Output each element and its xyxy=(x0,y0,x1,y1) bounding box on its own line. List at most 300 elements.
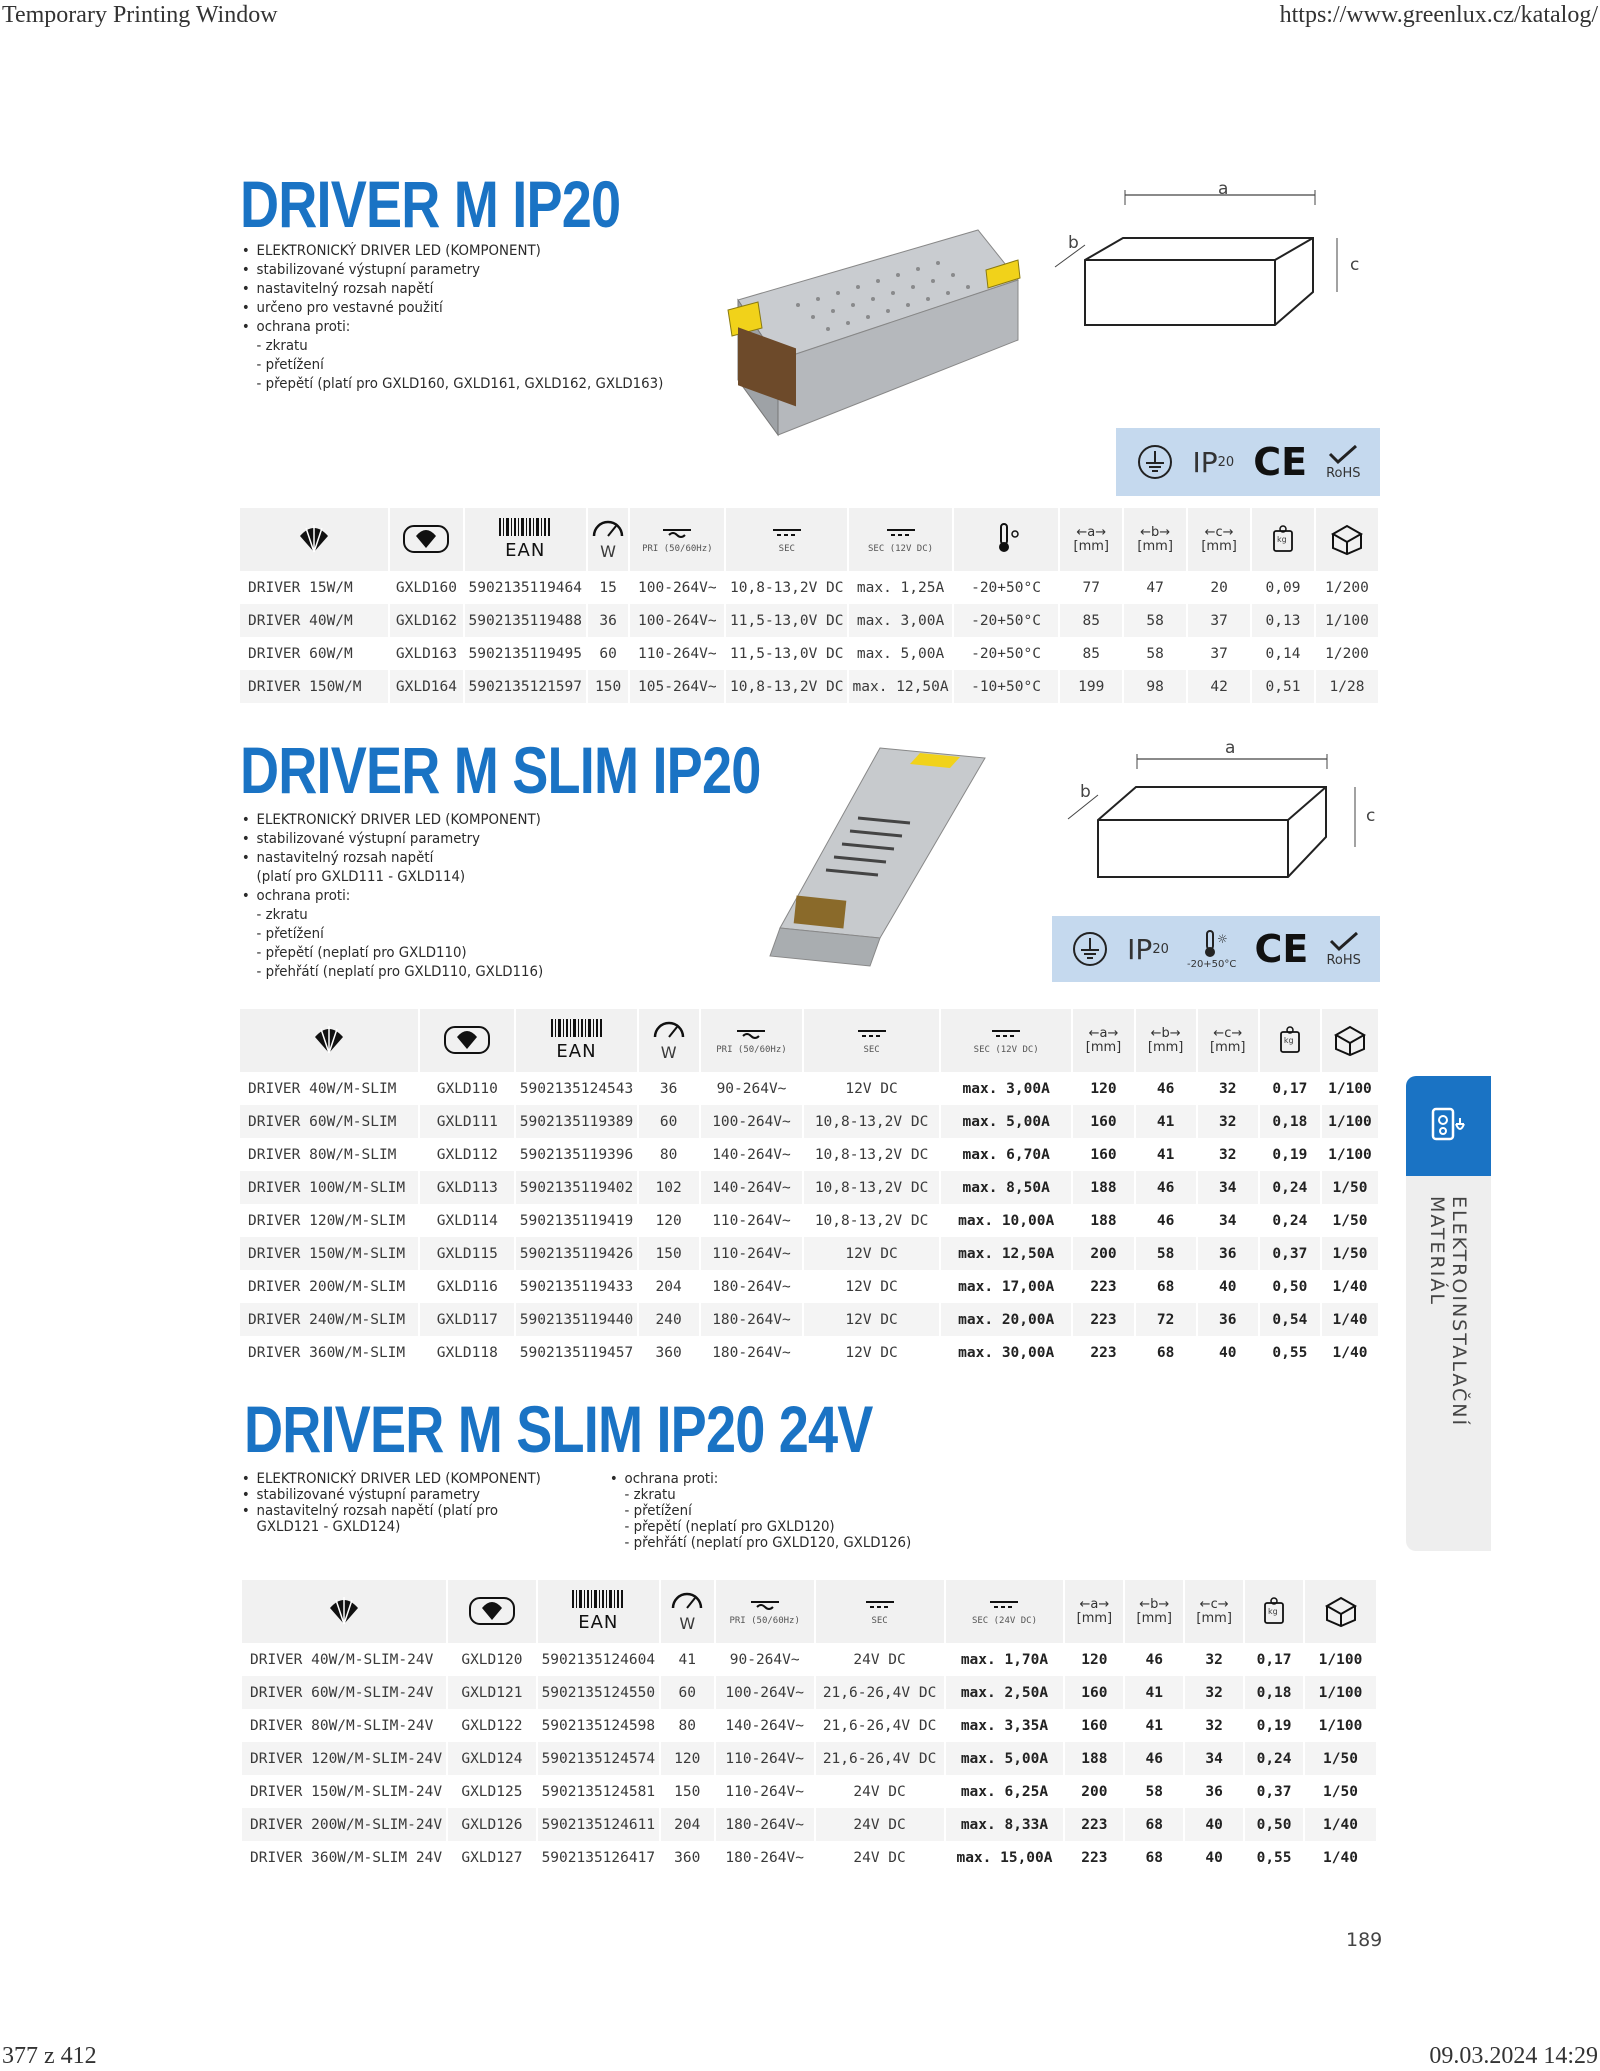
col-pack xyxy=(1321,1009,1379,1072)
product-shell-icon xyxy=(311,1023,347,1055)
mm-unit-label: [mm] xyxy=(1136,1610,1173,1626)
page-counter: 377 z 412 xyxy=(2,2043,97,2069)
dimension-drawing xyxy=(1050,180,1370,340)
table-row xyxy=(240,1270,1379,1303)
product-photo-driver-m xyxy=(718,220,1028,440)
table-cell: GXLD124 xyxy=(447,1742,537,1775)
table-cell: 12V DC xyxy=(803,1237,940,1270)
table-cell: 68 xyxy=(1124,1808,1184,1841)
table-cell: 240 xyxy=(638,1303,700,1336)
table-cell: 37 xyxy=(1187,637,1251,670)
table-cell: 24V DC xyxy=(815,1643,945,1676)
table-cell: 180-264V~ xyxy=(700,1270,804,1303)
table-cell: DRIVER 60W/M-SLIM xyxy=(240,1105,419,1138)
table-cell: max. 20,00A xyxy=(940,1303,1073,1336)
table-cell: 188 xyxy=(1064,1742,1124,1775)
table-cell: 188 xyxy=(1072,1204,1134,1237)
table-cell: 68 xyxy=(1135,1270,1197,1303)
spec-table-driver-m-slim-24v xyxy=(242,1580,1378,1874)
feature-item: • stabilizované výstupní parametry xyxy=(240,261,663,280)
col-pri xyxy=(715,1580,815,1643)
feature-item: • ELEKTRONICKÝ DRIVER LED (KOMPONENT) xyxy=(240,1471,541,1487)
side-category-tab[interactable] xyxy=(1406,1076,1491,1176)
mm-unit-label: [mm] xyxy=(1085,1039,1122,1055)
section-title-driver-m-slim-ip20: DRIVER M SLIM IP20 xyxy=(240,733,761,807)
feature-item: - přehřátí (neplatí pro GXLD110, GXLD116) xyxy=(256,964,544,980)
mm-unit-label: [mm] xyxy=(1196,1610,1232,1626)
table-cell: DRIVER 15W/M xyxy=(240,571,389,604)
table-cell: 1/50 xyxy=(1304,1742,1377,1775)
table-cell: 58 xyxy=(1135,1237,1197,1270)
table-cell: -10+50°C xyxy=(953,670,1060,703)
table-cell: 34 xyxy=(1197,1204,1259,1237)
ean-label: EAN xyxy=(578,1612,619,1633)
table-cell: max. 10,00A xyxy=(940,1204,1073,1237)
table-cell: 1/50 xyxy=(1321,1204,1379,1237)
dc-output-icon xyxy=(864,1598,896,1610)
feature-item: - zkratu xyxy=(256,338,308,354)
col-c: ←c→ [mm] xyxy=(1184,1580,1244,1643)
table-cell: max. 17,00A xyxy=(940,1270,1073,1303)
sec-current-label: SEC (24V DC) xyxy=(971,1615,1037,1626)
table-cell: 68 xyxy=(1124,1841,1184,1874)
table-cell: 5902135119457 xyxy=(515,1336,637,1369)
table-cell: 32 xyxy=(1184,1643,1244,1676)
table-cell: 98 xyxy=(1123,670,1187,703)
col-watt xyxy=(587,508,630,571)
col-c: ←c→ [mm] xyxy=(1187,508,1251,571)
table-cell: 42 xyxy=(1187,670,1251,703)
barcode-icon xyxy=(549,1019,605,1037)
table-cell: DRIVER 200W/M-SLIM xyxy=(240,1270,419,1303)
feature-item: • nastavitelný rozsah napětí (platí pro xyxy=(240,1503,541,1519)
col-code xyxy=(419,1009,515,1072)
table-cell: 0,17 xyxy=(1244,1643,1304,1676)
table-cell: 1/100 xyxy=(1315,604,1379,637)
table-cell: 46 xyxy=(1135,1204,1197,1237)
table-cell: 5902135119426 xyxy=(515,1237,637,1270)
table-cell: 223 xyxy=(1072,1270,1134,1303)
dim-a-label: a xyxy=(1087,524,1096,540)
table-cell: 0,09 xyxy=(1251,571,1315,604)
table-cell: 5902135124598 xyxy=(537,1709,660,1742)
table-cell: 32 xyxy=(1197,1072,1259,1105)
col-c: ←c→ [mm] xyxy=(1197,1009,1259,1072)
col-sec-current xyxy=(848,508,952,571)
col-sec-current xyxy=(945,1580,1065,1643)
table-cell: DRIVER 150W/M xyxy=(240,670,389,703)
table-cell: max. 6,25A xyxy=(945,1775,1065,1808)
table-cell: DRIVER 120W/M-SLIM-24V xyxy=(242,1742,447,1775)
table-cell: 5902135119440 xyxy=(515,1303,637,1336)
watt-label: W xyxy=(679,1614,696,1633)
table-cell: 5902135119389 xyxy=(515,1105,637,1138)
feature-item: • ELEKTRONICKÝ DRIVER LED (KOMPONENT) xyxy=(240,242,663,261)
pri-label: PRI (50/60Hz) xyxy=(716,1044,787,1055)
feature-item: - přetížení xyxy=(256,357,324,373)
certification-bar xyxy=(1052,916,1380,982)
table-cell: 20 xyxy=(1187,571,1251,604)
col-product xyxy=(240,1009,419,1072)
table-cell: 110-264V~ xyxy=(715,1775,815,1808)
dc-output-icon xyxy=(771,526,803,538)
table-cell: 41 xyxy=(660,1643,715,1676)
table-cell: 5902135119433 xyxy=(515,1270,637,1303)
section-title-driver-m-slim-ip20-24v: DRIVER M SLIM IP20 24V xyxy=(244,1392,873,1466)
table-cell: 5902135124574 xyxy=(537,1742,660,1775)
table-cell: 5902135119464 xyxy=(464,571,587,604)
table-cell: 12V DC xyxy=(803,1072,940,1105)
feature-list xyxy=(240,242,663,394)
table-cell: 204 xyxy=(638,1270,700,1303)
table-cell: 41 xyxy=(1135,1105,1197,1138)
table-cell: 12V DC xyxy=(803,1303,940,1336)
feature-item: - přehřátí (neplatí pro GXLD120, GXLD126) xyxy=(624,1535,912,1551)
table-cell: 5902135124543 xyxy=(515,1072,637,1105)
feature-item: (platí pro GXLD111 - GXLD114) xyxy=(256,869,466,885)
table-cell: 34 xyxy=(1184,1742,1244,1775)
product-shell-icon xyxy=(326,1594,362,1626)
feature-item: • stabilizované výstupní parametry xyxy=(240,830,543,849)
col-product xyxy=(242,1580,447,1643)
table-cell: max. 5,00A xyxy=(848,637,952,670)
table-cell: 160 xyxy=(1072,1138,1134,1171)
table-cell: 180-264V~ xyxy=(715,1841,815,1874)
table-cell: DRIVER 120W/M-SLIM xyxy=(240,1204,419,1237)
table-row xyxy=(240,1138,1379,1171)
mm-unit-label: [mm] xyxy=(1147,1039,1184,1055)
table-cell: 199 xyxy=(1059,670,1123,703)
table-cell: GXLD125 xyxy=(447,1775,537,1808)
col-product xyxy=(240,508,389,571)
feature-item: - přetížení xyxy=(624,1503,692,1519)
mm-unit-label: [mm] xyxy=(1201,538,1237,554)
table-cell: max. 5,00A xyxy=(945,1742,1065,1775)
feature-item: • stabilizované výstupní parametry xyxy=(240,1487,541,1503)
table-cell: max. 12,50A xyxy=(940,1237,1073,1270)
table-cell: 0,18 xyxy=(1244,1676,1304,1709)
table-cell: 46 xyxy=(1135,1171,1197,1204)
table-row xyxy=(240,1105,1379,1138)
table-cell: 85 xyxy=(1059,637,1123,670)
table-cell: 60 xyxy=(587,637,630,670)
table-cell: 105-264V~ xyxy=(629,670,725,703)
table-cell: DRIVER 100W/M-SLIM xyxy=(240,1171,419,1204)
product-code-icon xyxy=(402,520,450,556)
table-cell: 100-264V~ xyxy=(700,1105,804,1138)
table-cell: 1/100 xyxy=(1321,1072,1379,1105)
dc-output-icon xyxy=(885,526,917,538)
col-b: ←b→ [mm] xyxy=(1135,1009,1197,1072)
table-cell: 1/100 xyxy=(1304,1676,1377,1709)
print-footer xyxy=(0,2043,1600,2071)
ground-icon xyxy=(1136,428,1174,496)
feature-item: • určeno pro vestavné použití xyxy=(240,299,663,318)
table-cell: GXLD114 xyxy=(419,1204,515,1237)
table-cell: 204 xyxy=(660,1808,715,1841)
col-kg xyxy=(1244,1580,1304,1643)
feature-item: • nastavitelný rozsah napětí xyxy=(240,849,543,868)
window-title: Temporary Printing Window xyxy=(2,2,278,28)
ac-input-icon xyxy=(661,526,693,538)
col-ean xyxy=(464,508,587,571)
dim-c-label: c xyxy=(1210,1596,1218,1612)
table-cell: GXLD160 xyxy=(389,571,464,604)
table-cell: 5902135124581 xyxy=(537,1775,660,1808)
dim-label-b: b xyxy=(1080,782,1091,802)
feature-list xyxy=(240,1471,541,1535)
table-cell: 1/50 xyxy=(1321,1237,1379,1270)
feature-item: • ochrana proti: xyxy=(608,1471,911,1487)
dim-a-label: a xyxy=(1090,1596,1099,1612)
table-cell: -20+50°C xyxy=(953,637,1060,670)
table-cell: 72 xyxy=(1135,1303,1197,1336)
table-cell: 36 xyxy=(1184,1775,1244,1808)
col-sec-current xyxy=(940,1009,1073,1072)
table-cell: DRIVER 60W/M-SLIM-24V xyxy=(242,1676,447,1709)
table-cell: 10,8-13,2V DC xyxy=(803,1171,940,1204)
table-cell: 46 xyxy=(1124,1643,1184,1676)
table-cell: 37 xyxy=(1187,604,1251,637)
ip20-icon: IP 20 xyxy=(1127,932,1169,966)
table-cell: GXLD121 xyxy=(447,1676,537,1709)
table-cell: GXLD162 xyxy=(389,604,464,637)
col-code xyxy=(447,1580,537,1643)
table-cell: 150 xyxy=(660,1775,715,1808)
col-b: ←b→ [mm] xyxy=(1124,1580,1184,1643)
table-row xyxy=(240,1204,1379,1237)
table-cell: 11,5-13,0V DC xyxy=(725,637,848,670)
table-cell: max. 3,35A xyxy=(945,1709,1065,1742)
table-cell: 1/40 xyxy=(1304,1841,1377,1874)
table-cell: 150 xyxy=(638,1237,700,1270)
table-cell: 60 xyxy=(638,1105,700,1138)
table-cell: 32 xyxy=(1197,1138,1259,1171)
table-cell: 5902135119396 xyxy=(515,1138,637,1171)
table-cell: GXLD122 xyxy=(447,1709,537,1742)
table-cell: 40 xyxy=(1197,1270,1259,1303)
print-datetime: 09.03.2024 14:29 xyxy=(1429,2043,1598,2069)
table-row xyxy=(242,1676,1377,1709)
table-cell: 58 xyxy=(1124,1775,1184,1808)
table-cell: 0,55 xyxy=(1259,1336,1321,1369)
product-code-icon xyxy=(443,1021,491,1057)
table-row xyxy=(240,571,1379,604)
kg-label: kg xyxy=(1268,1606,1278,1616)
table-row xyxy=(242,1775,1377,1808)
feature-list-protection xyxy=(608,1471,911,1551)
table-cell: GXLD113 xyxy=(419,1171,515,1204)
ground-icon xyxy=(1071,916,1109,982)
table-cell: 0,50 xyxy=(1259,1270,1321,1303)
col-a: ←a→ [mm] xyxy=(1064,1580,1124,1643)
table-cell: 0,17 xyxy=(1259,1072,1321,1105)
table-cell: 34 xyxy=(1197,1171,1259,1204)
dim-c-label: c xyxy=(1215,524,1223,540)
dim-b-label: b xyxy=(1161,1025,1170,1041)
svg-text:☼: ☼ xyxy=(1216,931,1228,946)
table-cell: GXLD110 xyxy=(419,1072,515,1105)
table-cell: GXLD126 xyxy=(447,1808,537,1841)
table-cell: 0,24 xyxy=(1259,1171,1321,1204)
table-row xyxy=(240,670,1379,703)
table-cell: 41 xyxy=(1124,1676,1184,1709)
table-cell: GXLD163 xyxy=(389,637,464,670)
temperature-icon: ☼ -20+50°C xyxy=(1186,931,1237,970)
table-cell: 11,5-13,0V DC xyxy=(725,604,848,637)
table-cell: max. 1,25A xyxy=(848,571,952,604)
table-cell: 100-264V~ xyxy=(715,1676,815,1709)
table-cell: max. 3,00A xyxy=(940,1072,1073,1105)
col-sec xyxy=(815,1580,945,1643)
col-ean xyxy=(537,1580,660,1643)
col-kg xyxy=(1251,508,1315,571)
table-cell: GXLD127 xyxy=(447,1841,537,1874)
spec-table-driver-m xyxy=(240,508,1380,703)
socket-plug-icon xyxy=(1430,1106,1470,1146)
dim-label-a: a xyxy=(1218,180,1229,199)
table-cell: 36 xyxy=(638,1072,700,1105)
table-cell: 1/40 xyxy=(1321,1303,1379,1336)
table-cell: 120 xyxy=(660,1742,715,1775)
feature-item: • ochrana proti: xyxy=(240,887,543,906)
feature-item: • ochrana proti: xyxy=(240,318,663,337)
col-a: ←a→ [mm] xyxy=(1059,508,1123,571)
print-header xyxy=(0,2,1600,32)
table-row xyxy=(242,1808,1377,1841)
table-cell: 5902135119402 xyxy=(515,1171,637,1204)
table-cell: 0,19 xyxy=(1244,1709,1304,1742)
table-cell: 32 xyxy=(1184,1676,1244,1709)
table-cell: 0,18 xyxy=(1259,1105,1321,1138)
dim-c-label: c xyxy=(1224,1025,1232,1041)
table-cell: 223 xyxy=(1064,1841,1124,1874)
package-qty-icon xyxy=(1323,1592,1359,1628)
side-category-label: ELEKTROINSTALAČNÍ MATERIÁL xyxy=(1426,1196,1470,1428)
table-cell: 0,51 xyxy=(1251,670,1315,703)
table-cell: 188 xyxy=(1072,1171,1134,1204)
dim-b-label: b xyxy=(1151,524,1160,540)
table-cell: 110-264V~ xyxy=(715,1742,815,1775)
table-cell: 110-264V~ xyxy=(629,637,725,670)
table-cell: DRIVER 360W/M-SLIM xyxy=(240,1336,419,1369)
table-cell: -20+50°C xyxy=(953,571,1060,604)
table-cell: 100-264V~ xyxy=(629,571,725,604)
ce-mark-icon: CE xyxy=(1254,927,1309,971)
ac-input-icon xyxy=(749,1598,781,1610)
table-cell: 1/28 xyxy=(1315,670,1379,703)
col-ean xyxy=(515,1009,637,1072)
table-cell: 200 xyxy=(1064,1775,1124,1808)
watt-label: W xyxy=(660,1043,677,1062)
kg-label: kg xyxy=(1283,1035,1294,1045)
table-cell: 1/100 xyxy=(1304,1709,1377,1742)
table-cell: 1/40 xyxy=(1304,1808,1377,1841)
table-cell: 360 xyxy=(660,1841,715,1874)
pri-label: PRI (50/60Hz) xyxy=(642,543,713,554)
sec-current-label: SEC (12V DC) xyxy=(868,543,934,554)
feature-item: • nastavitelný rozsah napětí xyxy=(240,280,663,299)
dim-label-a: a xyxy=(1225,738,1236,758)
table-cell: max. 1,70A xyxy=(945,1643,1065,1676)
table-cell: 223 xyxy=(1072,1303,1134,1336)
product-shell-icon xyxy=(296,522,332,554)
table-cell: 40 xyxy=(1184,1808,1244,1841)
table-row xyxy=(242,1742,1377,1775)
table-cell: 46 xyxy=(1135,1072,1197,1105)
ip20-icon: IP 20 xyxy=(1192,445,1235,479)
table-cell: 0,37 xyxy=(1259,1237,1321,1270)
table-cell: GXLD117 xyxy=(419,1303,515,1336)
table-cell: 0,54 xyxy=(1259,1303,1321,1336)
package-qty-icon xyxy=(1332,1021,1368,1057)
table-cell: max. 30,00A xyxy=(940,1336,1073,1369)
temperature-icon xyxy=(989,522,1023,554)
table-cell: 120 xyxy=(1064,1643,1124,1676)
table-row xyxy=(240,1336,1379,1369)
wattage-gauge-icon xyxy=(651,1019,687,1039)
dim-a-label: a xyxy=(1099,1025,1108,1041)
ean-label: EAN xyxy=(556,1041,597,1062)
table-cell: 24V DC xyxy=(815,1775,945,1808)
table-cell: 10,8-13,2V DC xyxy=(803,1204,940,1237)
sec-current-label: SEC (12V DC) xyxy=(973,1044,1039,1055)
table-cell: GXLD120 xyxy=(447,1643,537,1676)
table-cell: 24V DC xyxy=(815,1841,945,1874)
page-url[interactable]: https://www.greenlux.cz/katalog/ xyxy=(1279,2,1598,28)
feature-item: - přepětí (neplatí pro GXLD120) xyxy=(624,1519,835,1535)
table-cell: 10,8-13,2V DC xyxy=(725,571,848,604)
table-cell: 46 xyxy=(1124,1742,1184,1775)
dimension-drawing xyxy=(1060,735,1390,895)
dim-label-c: c xyxy=(1350,255,1360,275)
col-watt xyxy=(660,1580,715,1643)
table-cell: max. 8,33A xyxy=(945,1808,1065,1841)
table-cell: 80 xyxy=(638,1138,700,1171)
rohs-icon: RoHS xyxy=(1326,428,1360,496)
table-cell: 200 xyxy=(1072,1237,1134,1270)
table-cell: 180-264V~ xyxy=(700,1336,804,1369)
table-cell: DRIVER 200W/M-SLIM-24V xyxy=(242,1808,447,1841)
page-number: 189 xyxy=(1346,1929,1383,1951)
table-cell: 5902135119488 xyxy=(464,604,587,637)
table-cell: 90-264V~ xyxy=(700,1072,804,1105)
barcode-icon xyxy=(570,1590,626,1608)
table-cell: 140-264V~ xyxy=(700,1171,804,1204)
wattage-gauge-icon xyxy=(669,1590,705,1610)
table-cell: -20+50°C xyxy=(953,604,1060,637)
table-cell: DRIVER 60W/M xyxy=(240,637,389,670)
product-photo-driver-m-slim xyxy=(760,738,990,968)
table-cell: 80 xyxy=(660,1709,715,1742)
table-cell: 10,8-13,2V DC xyxy=(803,1105,940,1138)
table-cell: 0,19 xyxy=(1259,1138,1321,1171)
table-cell: 0,55 xyxy=(1244,1841,1304,1874)
col-code xyxy=(389,508,464,571)
feature-item: - zkratu xyxy=(256,907,308,923)
table-cell: 110-264V~ xyxy=(700,1204,804,1237)
feature-item: - přepětí (platí pro GXLD160, GXLD161, GXLD162, GXLD163) xyxy=(256,376,664,392)
table-cell: 15 xyxy=(587,571,630,604)
table-cell: 40 xyxy=(1197,1336,1259,1369)
table-cell: GXLD111 xyxy=(419,1105,515,1138)
table-cell: 1/40 xyxy=(1321,1270,1379,1303)
table-cell: 140-264V~ xyxy=(715,1709,815,1742)
mm-unit-label: [mm] xyxy=(1076,1610,1113,1626)
table-cell: GXLD118 xyxy=(419,1336,515,1369)
table-cell: 10,8-13,2V DC xyxy=(803,1138,940,1171)
mm-unit-label: [mm] xyxy=(1073,538,1109,554)
